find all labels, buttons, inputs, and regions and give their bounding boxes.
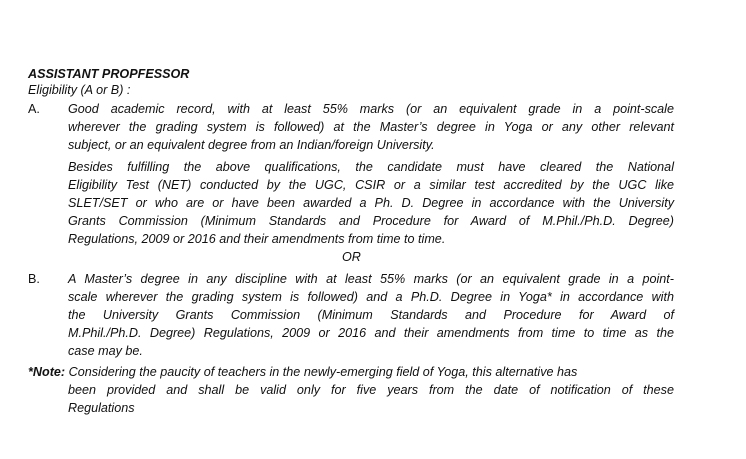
option-a-line-6: SLET/SET or who are or have been awarded a Ph. D. Degree in accordance with the University [68, 196, 674, 210]
option-b-line-4: M.Phil./Ph.D. Degree) Regulations, 2009 or 2016 and their amendments from time to time as the [68, 326, 674, 340]
option-b-line-2: scale wherever the grading system is followed) and a Ph.D. Degree in Yoga* in accordance with [68, 290, 674, 304]
option-b-line-3: the University Grants Commission (Minimum Standards and Procedure for Award of [68, 308, 674, 322]
note-label: *Note: [28, 365, 66, 379]
option-a-line-1: Good academic record, with at least 55% marks (or an equivalent grade in a point-scale [68, 102, 674, 116]
note-line-1 [28, 364, 680, 380]
option-a-line-3: subject, or an equivalent degree from an Indian/foreign University. [68, 138, 435, 152]
option-a-marker: A. [28, 102, 40, 116]
note-line-2: been provided and shall be valid only for five years from the date of notification of these [68, 383, 674, 397]
option-a-line-2: wherever the grading system is followed) at the Master’s degree in Yoga or any other relevant [68, 120, 674, 134]
or-separator: OR [342, 250, 361, 264]
note-line-3: Regulations [68, 401, 135, 415]
option-b-marker: B. [28, 272, 40, 286]
option-a-line-4: Besides fulfilling the above qualifications, the candidate must have cleared the National [68, 160, 674, 174]
option-a-line-7: Grants Commission (Minimum Standards and Procedure for Award of M.Phil./Ph.D. Degree) [68, 214, 674, 228]
note-text-1: Considering the paucity of teachers in the newly-emerging field of Yoga, this alternative has [65, 365, 578, 379]
option-b-line-5: case may be. [68, 344, 143, 358]
option-a-line-8: Regulations, 2009 or 2016 and their amendments from time to time. [68, 232, 446, 246]
option-b-line-1: A Master’s degree in any discipline with at least 55% marks (or an equivalent grade in a point- [68, 272, 674, 286]
option-a-line-5: Eligibility Test (NET) conducted by the UGC, CSIR or a similar test accredited by the UGC like [68, 178, 674, 192]
eligibility-label: Eligibility (A or B) : [28, 83, 131, 97]
heading: ASSISTANT PROPFESSOR [28, 67, 190, 81]
